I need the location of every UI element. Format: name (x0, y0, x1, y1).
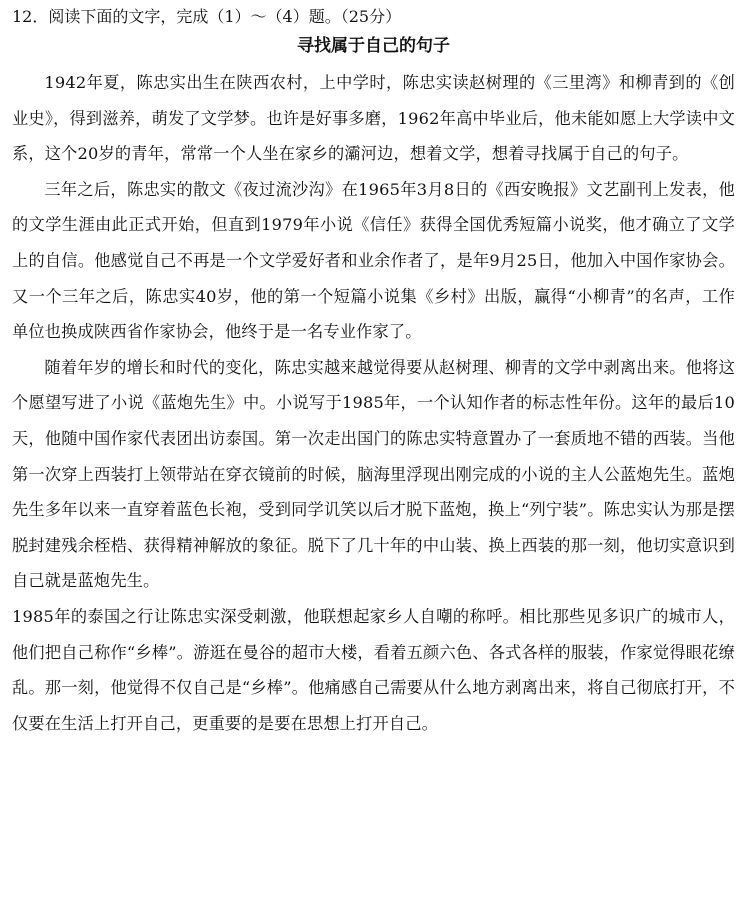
question-header: 12．阅读下面的文字，完成（1）～（4）题。（25分） (12, 7, 402, 26)
article-paragraph-4: 1985年的泰国之行让陈忠实深受刺激，他联想起家乡人自嘲的称呼。相比那些见多识广的城市人，他们把自己称作“乡棒”。游逛在曼谷的超市大楼，看着五颜六色、各式各样的服装，作家觉得眼花缭乱。那一刻，他觉得不仅自己是“乡棒”。他痛感自己需要从什么地方剥离出来，将自己彻底打开，不仅要在生活上打开自己，更重要的是要在思想上打开自己。 (12, 606, 735, 733)
article-title: 寻找属于自己的句子 (297, 36, 450, 56)
article-paragraph-3: 随着年岁的增长和时代的变化，陈忠实越来越觉得要从赵树理、柳青的文学中剥离出来。他将这个愿望写进了小说《蓝炮先生》中。小说写于1985年，一个认知作者的标志性年份。这年的最后10天，他随中国作家代表团出访泰国。第一次走出国门的陈忠实特意置办了一套质地不错的西装。当他第一次穿上西装打上领带站在穿衣镜前的时候，脑海里浮现出刚完成的小说的主人公蓝炮先生。蓝炮先生多年以来一直穿着蓝色长袍，受到同学讥笑以后才脱下蓝炮，换上“列宁装”。陈忠实认为那是摆脱封建残余桎梏、获得精神解放的象征。脱下了几十年的中山装、换上西装的那一刻，他切实意识到自己就是蓝炮先生。 (12, 357, 735, 591)
article-paragraph-2: 三年之后，陈忠实的散文《夜过流沙沟》在1965年3月8日的《西安晚报》文艺副刊上发表，他的文学生涯由此正式开始，但直到1979年小说《信任》获得全国优秀短篇小说奖，他才确立了文学上的自信。他感觉自己不再是一个文学爱好者和业余作者了，是年9月25日，他加入中国作家协会。又一个三年之后，陈忠实40岁，他的第一个短篇小说集《乡村》出版，赢得“小柳青”的名声，工作单位也换成陕西省作家协会，他终于是一名专业作家了。 (12, 179, 735, 342)
article-paragraph-1: 1942年夏，陈忠实出生在陕西农村，上中学时，陈忠实读赵树理的《三里湾》和柳青到的《创业史》，得到滋养，萌发了文学梦。也许是好事多磨，1962年高中毕业后，他未能如愿上大学读中文系，这个20岁的青年，常常一个人坐在家乡的灞河边，想着文学，想着寻找属于自己的句子。 (12, 73, 735, 164)
